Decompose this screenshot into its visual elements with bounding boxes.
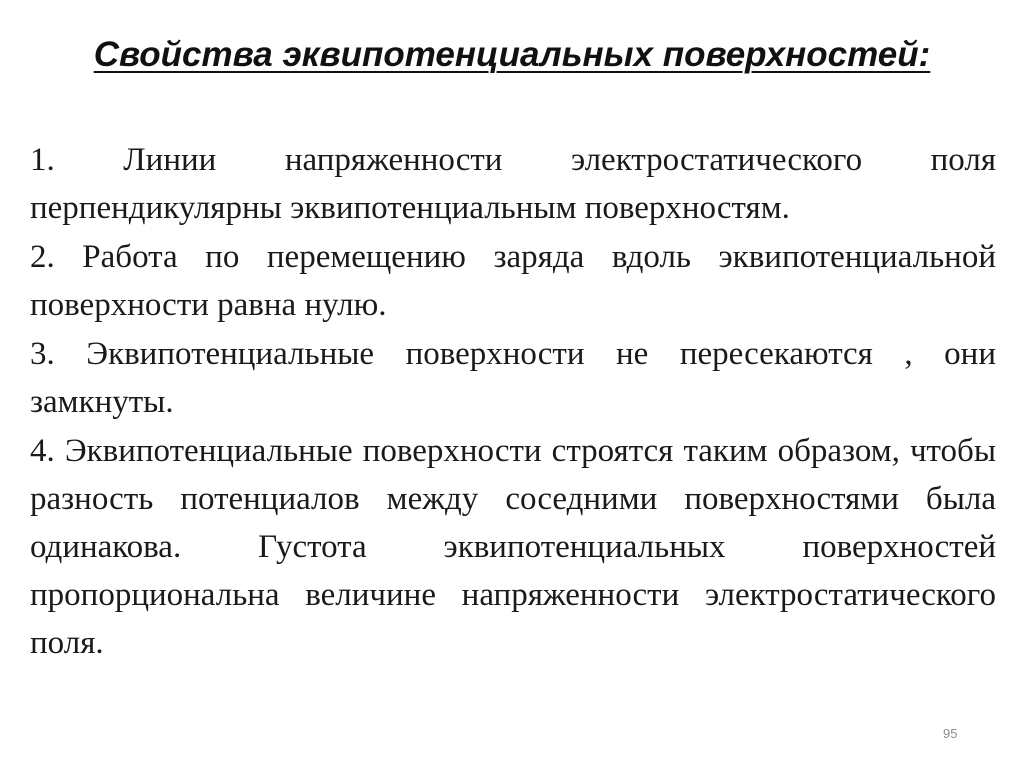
slide-title: Свойства эквипотенциальных поверхностей:: [93, 35, 931, 74]
list-item: 1. Линии напряженности электростатического поля перпендикулярны эквипотенциальным поверхностям.: [30, 142, 996, 226]
list-item: 4. Эквипотенциальные поверхности строятся таким образом, чтобы разность потенциалов между соседними поверхностями была одинакова. Густота эквипотенциальных поверхностей пропорциональна величине напряженности электростатического поля.: [30, 433, 996, 661]
properties-list: [30, 136, 996, 668]
list-item: 2. Работа по перемещению заряда вдоль эквипотенциальной поверхности равна нулю.: [30, 239, 996, 323]
page-number: 95: [943, 726, 958, 741]
list-item: 3. Эквипотенциальные поверхности не пересекаются , они замкнуты.: [30, 336, 996, 420]
